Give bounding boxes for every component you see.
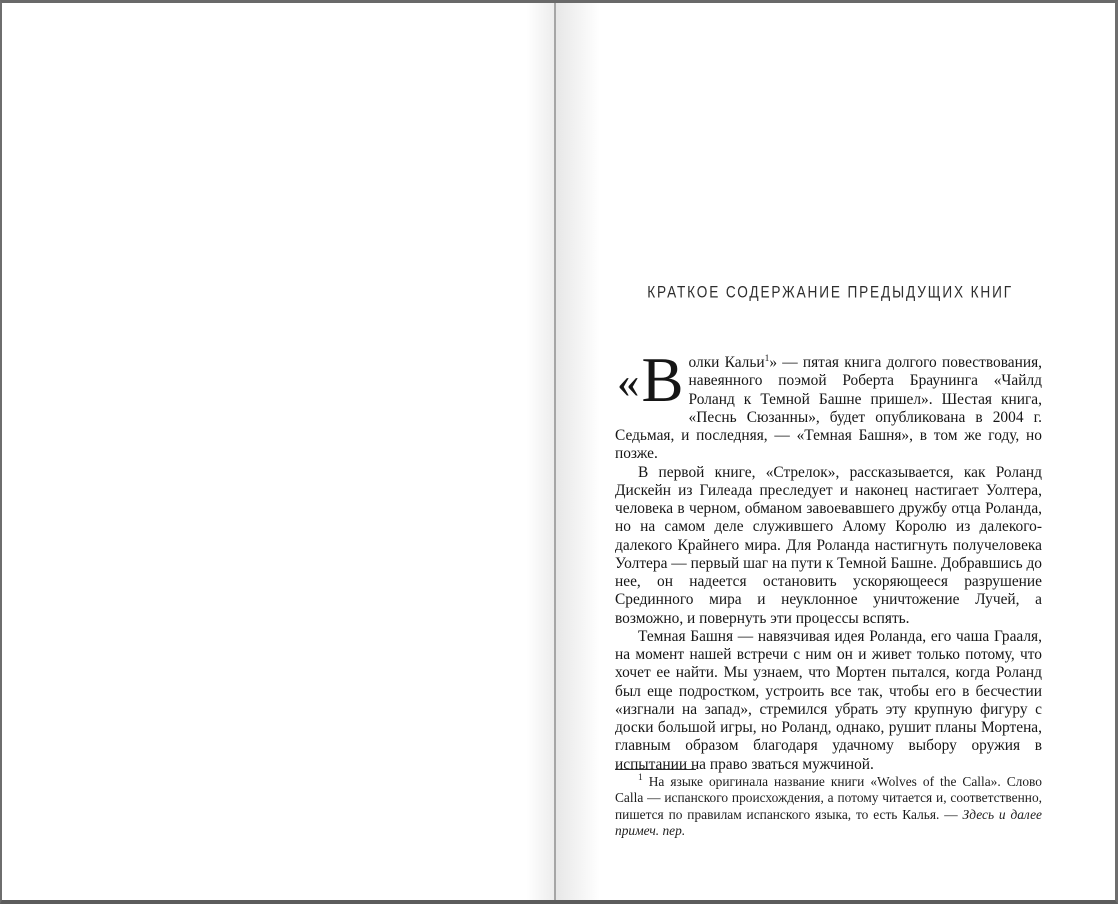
footnote-block [615,769,1042,840]
paragraph-2: В первой книге, «Стрелок», рассказывается, как Роланд Дискейн из Гилеада преследует и наконец настигает Уолтера, человека в черном, обманом завоевавшего дружбу отца Роланда, но на самом деле служившего Алому Королю из далекого-далекого Крайнего мира. Для Роланда настигнуть получеловека Уолтера — первый шаг на пути к Темной Башне. Добравшись до нее, он надеется остановить ускоряющееся разрушение Срединного мира и неуклонное уничтожение Лучей, а возможно, и повернуть эти процессы вспять. [615,463,1042,627]
footnote-text [615,774,1042,840]
chapter-title-text: КРАТКОЕ СОДЕРЖАНИЕ ПРЕДЫДУЩИХ КНИГ [647,284,1013,302]
paragraph-3: Темная Башня — навязчивая идея Роланда, его чаша Грааля, на момент нашей встречи с ним он и живет только потому, что хочет ее найти. Мы узнаем, что Мортен пытался, когда Роланд был еще подростком, устроить все так, чтобы его в бесчестии «изгнали на запад», стремился убрать эту крупную фигуру с доски большой игры, но Роланд, однако, рушит планы Мортена, главным образом благодаря удачному выбору оружия в испытании на право зваться мужчиной. [615,627,1042,773]
footnote-marker: 1 [638,773,643,783]
right-page [556,3,1115,900]
footnote-text-italic: Здесь и далее примеч. пер. [615,806,1042,839]
dropcap-open-quote: « [617,356,640,407]
footnote-separator-rule [615,769,696,770]
paragraph-1-text-start: олки Кальи [688,354,765,371]
spine-shadow-left [526,3,554,900]
dropcap-letter: В [641,345,684,416]
body-text [615,345,1042,774]
footnote-reference: 1 [764,354,770,364]
paragraph-1 [615,345,1042,464]
left-page-blank [2,3,554,900]
spine-shadow-right [556,3,600,900]
footnote-text-main: На языке оригинала название книги «Wolves of the Calla». Слово Calla — испанского происхождения, а потому читается и, соответственно, пишется по правилам испанского языка, то есть Калья. — [615,774,1042,822]
dropcap [615,345,689,416]
paragraph-1-text-end: » — пятая книга долгого повествования, навеянного поэмой Роберта Браунинга «Чайлд Роланд к Темной Башне пришел». Шестая книга, «Песнь Сюзанны», будет опубликована в 2004 г. Седьмая, и последняя, — «Темная Башня», в том же году, но позже. [615,354,1042,463]
chapter-title [615,284,1042,302]
